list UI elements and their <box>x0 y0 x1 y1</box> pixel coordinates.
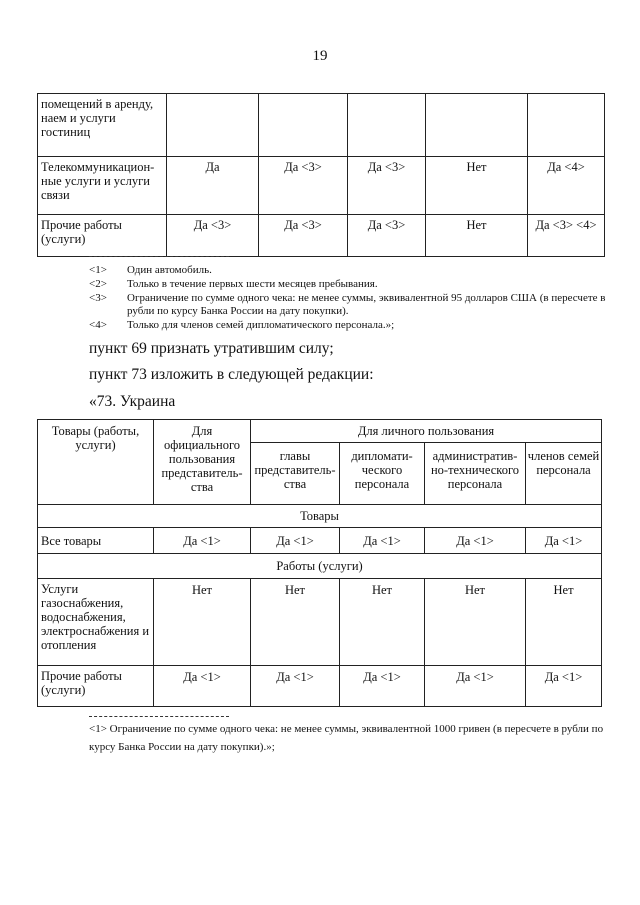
footnote-text: Ограничение по сумме одного чека: не менее суммы, эквивалентной 95 долларов США (в пересчете в рубли по курсу Банка России на дату покупки). <box>127 292 606 317</box>
cell: Да <3> <box>259 157 348 215</box>
cell: Да <1> <box>154 528 251 554</box>
cell: Да <3> <box>348 157 426 215</box>
row-label: Услуги газоснабжения, водоснабжения, электроснабжения и отопления <box>38 579 154 666</box>
footnote-text: Один автомобиль. <box>127 264 212 276</box>
cell <box>348 94 426 157</box>
row-label: помещений в аренду, наем и услуги гостиниц <box>38 94 167 157</box>
cell: Да <1> <box>425 666 526 707</box>
footnote-text: Только для членов семей дипломатического персонала.»; <box>127 319 395 331</box>
header-head: главы представитель-ства <box>251 443 340 505</box>
table-ukraine <box>37 419 602 707</box>
section-goods: Товары <box>38 505 602 528</box>
cell: Да <3> <box>167 215 259 257</box>
paragraph: пункт 69 признать утратившим силу; <box>89 340 334 357</box>
header-goods: Товары (работы, услуги) <box>38 420 154 505</box>
header-diplomatic: дипломати-ческого персонала <box>340 443 425 505</box>
footnote-marker: <1> <box>89 264 107 276</box>
footnote-text: Только в течение первых шести месяцев пребывания. <box>127 278 378 290</box>
cell: Нет <box>251 579 340 666</box>
row-label: Телекоммуникацион-ные услуги и услуги связи <box>38 157 167 215</box>
cell: Да <1> <box>526 528 602 554</box>
header-personal: Для личного пользования <box>251 420 602 443</box>
cell: Нет <box>340 579 425 666</box>
footnote-separator <box>89 716 229 717</box>
table-row <box>38 579 602 666</box>
cell: Да <3> <box>348 215 426 257</box>
footnote-separator <box>89 256 229 257</box>
header-family: членов семей персонала <box>526 443 602 505</box>
table-continued <box>37 93 605 257</box>
header-admin: административ-но-технического персонала <box>425 443 526 505</box>
cell: Да <3> <4> <box>528 215 605 257</box>
cell: Да <3> <box>259 215 348 257</box>
cell: Да <1> <box>340 666 425 707</box>
footnotes <box>89 264 609 333</box>
cell: Нет <box>426 215 528 257</box>
cell: Да <1> <box>526 666 602 707</box>
row-label: Прочие работы (услуги) <box>38 666 154 707</box>
footnote <box>89 319 609 332</box>
footnote <box>89 264 609 277</box>
cell: Да <1> <box>425 528 526 554</box>
cell: Да <1> <box>340 528 425 554</box>
table-section-row <box>38 554 602 579</box>
footnote <box>89 278 609 291</box>
cell <box>167 94 259 157</box>
footnote <box>89 292 609 318</box>
table-row <box>38 666 602 707</box>
table-row <box>38 94 605 157</box>
section-heading: «73. Украина <box>89 393 176 410</box>
paragraph: пункт 73 изложить в следующей редакции: <box>89 366 374 383</box>
row-label: Все товары <box>38 528 154 554</box>
page-number: 19 <box>312 48 328 64</box>
cell: Да <4> <box>528 157 605 215</box>
footnote: <1> Ограничение по сумме одного чека: не менее суммы, эквивалентной 1000 гривен (в пересчете в рубли по курсу Банка России на дату покупки).»; <box>89 723 604 753</box>
header-official: Для официального пользования представитель-ства <box>154 420 251 505</box>
table-header-row <box>38 420 602 443</box>
cell: Да <1> <box>154 666 251 707</box>
footnote-marker: <2> <box>89 278 107 290</box>
cell: Да <1> <box>251 666 340 707</box>
cell <box>426 94 528 157</box>
row-label: Прочие работы (услуги) <box>38 215 167 257</box>
cell: Нет <box>426 157 528 215</box>
cell: Нет <box>425 579 526 666</box>
cell: Да <1> <box>251 528 340 554</box>
cell <box>528 94 605 157</box>
footnote-marker: <4> <box>89 319 107 331</box>
cell: Нет <box>154 579 251 666</box>
cell <box>259 94 348 157</box>
table-row <box>38 157 605 215</box>
table-row <box>38 215 605 257</box>
cell: Да <box>167 157 259 215</box>
section-works: Работы (услуги) <box>38 554 602 579</box>
table-section-row <box>38 505 602 528</box>
table-row <box>38 528 602 554</box>
cell: Нет <box>526 579 602 666</box>
footnote-marker: <3> <box>89 292 107 304</box>
